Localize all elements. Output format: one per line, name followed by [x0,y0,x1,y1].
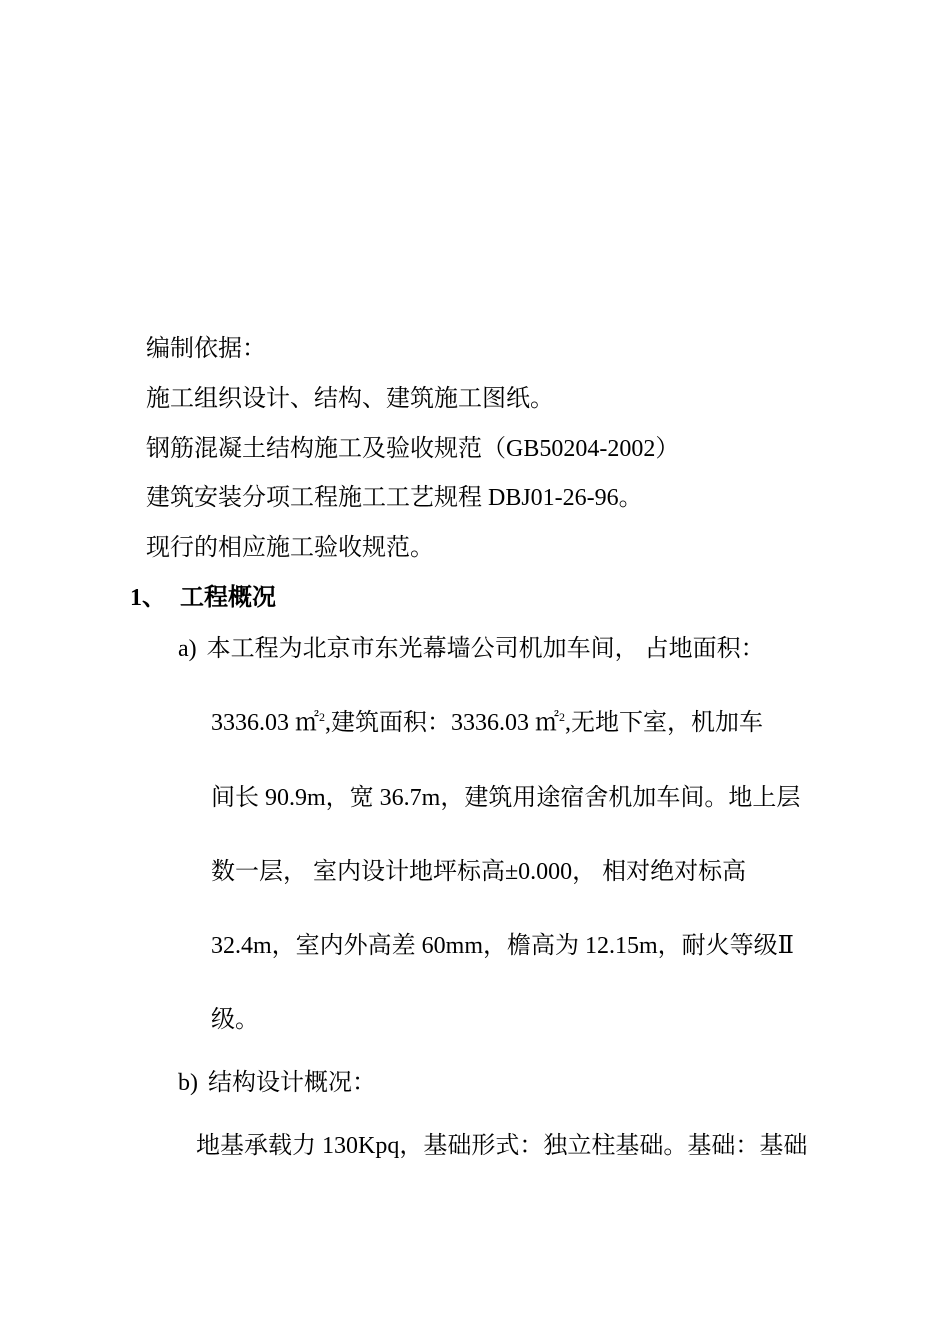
item-a-marker: a) [178,636,197,662]
item-a-text-2b: ,建筑面积：3336.03 ㎡ [325,710,559,736]
item-a-line-5: 32.4m，室内外高差 60mm，檐高为 12.15m，耐火等级Ⅱ [211,933,794,959]
section-number: 1、 [130,585,166,611]
basis-item-4: 现行的相应施工验收规范。 [146,535,434,561]
basis-heading: 编制依据： [146,336,266,362]
item-a-line-3: 间长 90.9m，宽 36.7m，建筑用途宿舍机加车间。地上层 [211,785,801,811]
item-a-line-2 [211,708,763,738]
section-title: 工程概况 [180,585,276,611]
item-b-marker: b) [178,1070,198,1096]
item-b-line-1: 地基承载力 130Kpq，基础形式：独立柱基础。基础：基础 [196,1133,808,1159]
section-1-heading [130,583,276,613]
item-a-text-1: 本工程为北京市东光幕墙公司机加车间， 占地面积： [206,636,765,662]
basis-item-2: 钢筋混凝土结构施工及验收规范（GB50204-2002） [146,436,680,462]
item-a-line-6: 级。 [211,1007,259,1033]
item-b-heading [178,1068,376,1098]
item-a-text-2c: ,无地下室，机加车 [565,710,763,736]
basis-item-3: 建筑安装分项工程施工工艺规程 DBJ01-26-96。 [146,485,643,511]
superscript-2: 2 [559,710,565,724]
item-a-text-2a: 3336.03 ㎡ [211,710,319,736]
item-a-line-1 [178,634,765,664]
item-b-title: 结构设计概况： [208,1070,376,1096]
basis-item-1: 施工组织设计、结构、建筑施工图纸。 [146,386,554,412]
superscript-2: 2 [319,710,325,724]
item-a-line-4: 数一层， 室内设计地坪标高±0.000， 相对绝对标高 [211,859,747,885]
